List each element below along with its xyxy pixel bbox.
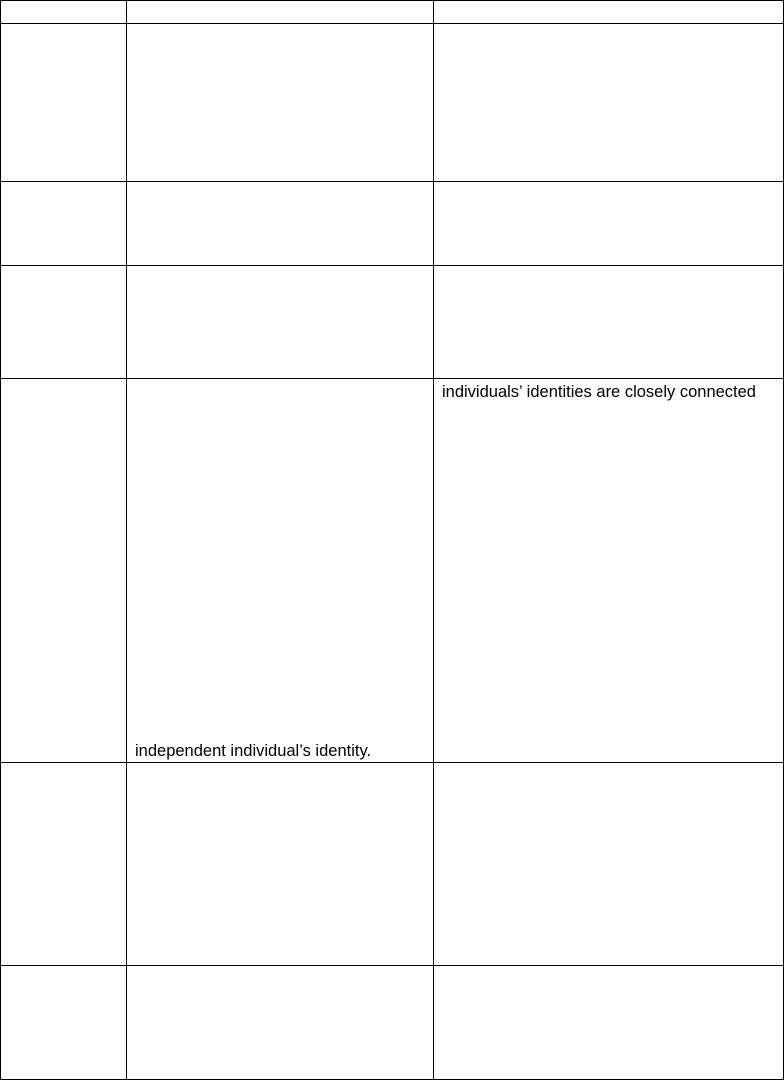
table-border-top	[0, 0, 784, 1]
table-cell-text: independent individual’s identity.	[135, 742, 372, 760]
table-row-divider	[0, 378, 784, 379]
table-divider-col1	[126, 0, 127, 1080]
table-row-divider	[0, 965, 784, 966]
table-row-divider	[0, 23, 784, 24]
table-row-divider	[0, 181, 784, 182]
table-row-divider	[0, 265, 784, 266]
table-divider-col2	[433, 0, 434, 1080]
table-border-left	[0, 0, 1, 1080]
table-cell-text: individuals’ identities are closely connected	[442, 383, 756, 401]
table-row-divider	[0, 762, 784, 763]
